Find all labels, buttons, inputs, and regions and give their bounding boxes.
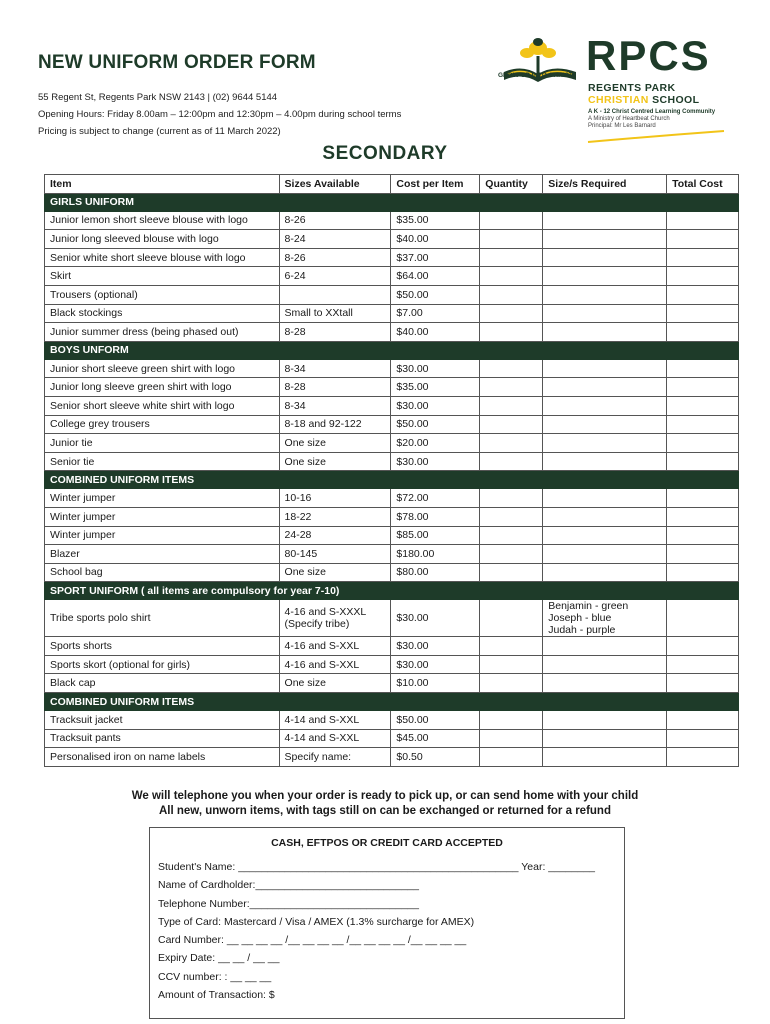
item-name-cell: Winter jumper [45,489,280,508]
cost-cell: $0.50 [391,748,480,767]
total-cost-cell[interactable] [667,748,739,767]
quantity-cell[interactable] [480,396,543,415]
category-label: SPORT UNIFORM ( all items are compulsory for year 7-10) [45,582,739,600]
cost-cell: $80.00 [391,563,480,582]
item-name-cell: Trousers (optional) [45,285,280,304]
cost-cell: $35.00 [391,211,480,230]
sizes-available-cell: One size [279,563,391,582]
category-row [45,693,739,711]
size-required-cell[interactable] [543,285,667,304]
category-row [45,341,739,359]
sizes-available-cell: 8-28 [279,378,391,397]
size-required-cell[interactable] [543,526,667,545]
table-row [45,674,739,693]
sizes-available-cell: Small to XXtall [279,304,391,323]
col-header-total: Total Cost [667,175,739,194]
sizes-available-cell: 18-22 [279,507,391,526]
item-name-cell: Black stockings [45,304,280,323]
opening-hours: Opening Hours: Friday 8.00am – 12:00pm and 12:30pm – 4.00pm during school terms [38,109,402,120]
sizes-available-cell: 10-16 [279,489,391,508]
logo-school-line1: REGENTS PARK [588,82,676,94]
item-name-cell: Blazer [45,545,280,564]
table-row [45,729,739,748]
quantity-cell[interactable] [480,600,543,637]
logo-christian: CHRISTIAN [588,94,649,106]
item-name-cell: Tribe sports polo shirt [45,600,280,637]
item-name-cell: Black cap [45,674,280,693]
payment-box [149,827,625,1019]
total-cost-cell[interactable] [667,230,739,249]
total-cost-cell[interactable] [667,415,739,434]
table-row [45,359,739,378]
total-cost-cell[interactable] [667,304,739,323]
cost-cell: $30.00 [391,600,480,637]
total-cost-cell[interactable] [667,507,739,526]
table-row [45,452,739,471]
total-cost-cell[interactable] [667,729,739,748]
cost-cell: $50.00 [391,285,480,304]
sizes-available-cell: One size [279,452,391,471]
table-row [45,248,739,267]
section-title: SECONDARY [322,143,448,164]
quantity-cell[interactable] [480,563,543,582]
item-name-cell: College grey trousers [45,415,280,434]
order-table [44,174,739,767]
table-row [45,748,739,767]
size-required-cell[interactable] [543,637,667,656]
size-required-cell[interactable] [543,267,667,286]
payment-field[interactable]: Card Number: __ __ __ __ /__ __ __ __ /__ __ __ __ /__ __ __ __ [158,934,467,947]
size-required-cell[interactable] [543,563,667,582]
item-name-cell: Winter jumper [45,526,280,545]
payment-field[interactable]: Amount of Transaction: $ [158,989,275,1002]
sizes-available-cell: 6-24 [279,267,391,286]
quantity-cell[interactable] [480,637,543,656]
table-row [45,711,739,730]
total-cost-cell[interactable] [667,378,739,397]
cost-cell: $30.00 [391,359,480,378]
order-notes [0,789,770,819]
logo-school-line2 [588,94,699,106]
cost-cell: $37.00 [391,248,480,267]
table-row [45,563,739,582]
category-label: COMBINED UNIFORM ITEMS [45,471,739,489]
table-row [45,415,739,434]
size-required-cell[interactable] [543,655,667,674]
total-cost-cell[interactable] [667,434,739,453]
quantity-cell[interactable] [480,230,543,249]
total-cost-cell[interactable] [667,655,739,674]
pricing-note: Pricing is subject to change (current as of 11 March 2022) [38,126,281,137]
sizes-available-cell: 4-16 and S-XXL [279,637,391,656]
payment-field[interactable]: CCV number: : __ __ __ [158,970,272,983]
logo-school: SCHOOL [652,94,700,106]
logo-wordmark-text: RPCS [586,32,711,79]
cost-cell: $40.00 [391,230,480,249]
quantity-cell[interactable] [480,415,543,434]
item-name-cell: Skirt [45,267,280,286]
cost-cell: $180.00 [391,545,480,564]
quantity-cell[interactable] [480,434,543,453]
size-required-cell[interactable] [543,434,667,453]
col-header-quantity: Quantity [480,175,543,194]
total-cost-cell[interactable] [667,211,739,230]
table-row [45,600,739,637]
total-cost-cell[interactable] [667,489,739,508]
quantity-cell[interactable] [480,674,543,693]
size-required-cell[interactable] [543,452,667,471]
total-cost-cell[interactable] [667,323,739,342]
table-header-row [45,175,739,194]
item-name-cell: Personalised iron on name labels [45,748,280,767]
table-row [45,267,739,286]
logo-swoosh-icon [586,130,726,144]
sizes-available-cell: 4-16 and S-XXXL (Specify tribe) [279,600,391,637]
sizes-available-cell: 8-18 and 92-122 [279,415,391,434]
sizes-available-cell: One size [279,434,391,453]
school-address: 55 Regent St, Regents Park NSW 2143 | (02) 9644 5144 [38,92,278,103]
payment-field[interactable]: Student's Name: ________________________________________________ Year: ________ [158,861,596,873]
table-row [45,637,739,656]
table-row [45,434,739,453]
logo-ministry: A Ministry of Heartbeat Church [588,116,670,122]
cost-cell: $30.00 [391,396,480,415]
sizes-available-cell: 24-28 [279,526,391,545]
category-label: GIRLS UNIFORM [45,193,739,211]
quantity-cell[interactable] [480,267,543,286]
payment-field[interactable]: Telephone Number:_____________________________ [158,897,419,910]
logo-wordmark [586,32,711,80]
col-header-sizes-required: Size/s Required [543,175,667,194]
size-required-cell[interactable]: Benjamin - green Joseph - blue Judah - purple [543,600,667,637]
quantity-cell[interactable] [480,359,543,378]
total-cost-cell[interactable] [667,545,739,564]
quantity-cell[interactable] [480,285,543,304]
sizes-available-cell: 4-14 and S-XXL [279,729,391,748]
quantity-cell[interactable] [480,211,543,230]
cost-cell: $50.00 [391,711,480,730]
quantity-cell[interactable] [480,452,543,471]
category-row [45,193,739,211]
sizes-available-cell: 4-14 and S-XXL [279,711,391,730]
sizes-available-cell [279,285,391,304]
size-required-cell[interactable] [543,748,667,767]
logo-tagline: A K - 12 Christ Centred Learning Community [588,109,716,115]
total-cost-cell[interactable] [667,452,739,471]
item-name-cell: Junior short sleeve green shirt with logo [45,359,280,378]
table-row [45,323,739,342]
size-required-cell[interactable] [543,545,667,564]
size-required-cell[interactable] [543,359,667,378]
cost-cell: $45.00 [391,729,480,748]
total-cost-cell[interactable] [667,711,739,730]
cost-cell: $78.00 [391,507,480,526]
payment-field[interactable]: Expiry Date: __ __ / __ __ [158,952,280,965]
table-row [45,378,739,397]
cost-cell: $50.00 [391,415,480,434]
cost-cell: $7.00 [391,304,480,323]
total-cost-cell[interactable] [667,285,739,304]
quantity-cell[interactable] [480,545,543,564]
note-exchange: All new, unworn items, with tags still on can be exchanged or returned for a refund [159,805,611,817]
table-row [45,230,739,249]
table-row [45,285,739,304]
item-name-cell: School bag [45,563,280,582]
form-title: NEW UNIFORM ORDER FORM [38,52,316,73]
cost-cell: $30.00 [391,452,480,471]
item-name-cell: Winter jumper [45,507,280,526]
item-name-cell: Junior long sleeved blouse with logo [45,230,280,249]
sizes-available-cell: One size [279,674,391,693]
quantity-cell[interactable] [480,304,543,323]
size-required-cell[interactable] [543,507,667,526]
size-required-cell[interactable] [543,415,667,434]
total-cost-cell[interactable] [667,267,739,286]
quantity-cell[interactable] [480,248,543,267]
payment-title: CASH, EFTPOS OR CREDIT CARD ACCEPTED [271,837,503,849]
quantity-cell[interactable] [480,323,543,342]
col-header-sizes: Sizes Available [279,175,391,194]
size-required-cell[interactable] [543,729,667,748]
cost-cell: $72.00 [391,489,480,508]
sizes-available-cell: 8-24 [279,230,391,249]
category-row [45,582,739,600]
school-logo [498,32,738,150]
cost-cell: $64.00 [391,267,480,286]
total-cost-cell[interactable] [667,359,739,378]
col-header-cost: Cost per Item [391,175,480,194]
total-cost-cell[interactable] [667,563,739,582]
quantity-cell[interactable] [480,526,543,545]
sizes-available-cell: 80-145 [279,545,391,564]
size-required-cell[interactable] [543,304,667,323]
size-required-cell[interactable] [543,323,667,342]
total-cost-cell[interactable] [667,526,739,545]
total-cost-cell[interactable] [667,674,739,693]
size-required-cell[interactable] [543,489,667,508]
quantity-cell[interactable] [480,748,543,767]
item-name-cell: Junior long sleeve green shirt with logo [45,378,280,397]
note-telephone: We will telephone you when your order is ready to pick up, or can send home with your child [131,790,639,802]
cost-cell: $85.00 [391,526,480,545]
col-header-item: Item [45,175,280,194]
table-row [45,489,739,508]
quantity-cell[interactable] [480,655,543,674]
size-required-cell[interactable] [543,396,667,415]
item-name-cell: Sports skort (optional for girls) [45,655,280,674]
quantity-cell[interactable] [480,711,543,730]
sizes-available-cell: 4-16 and S-XXL [279,655,391,674]
cost-cell: $40.00 [391,323,480,342]
category-row [45,471,739,489]
sizes-available-cell: 8-26 [279,248,391,267]
school-motto: GROW UP INTO CHRIST [498,72,573,79]
quantity-cell[interactable] [480,378,543,397]
total-cost-cell[interactable] [667,600,739,637]
item-name-cell: Tracksuit jacket [45,711,280,730]
size-required-cell[interactable] [543,230,667,249]
size-required-cell[interactable] [543,248,667,267]
category-label: COMBINED UNIFORM ITEMS [45,693,739,711]
item-name-cell: Junior summer dress (being phased out) [45,323,280,342]
cost-cell: $35.00 [391,378,480,397]
sizes-available-cell: 8-34 [279,396,391,415]
size-required-cell[interactable] [543,211,667,230]
sizes-available-cell: Specify name: [279,748,391,767]
item-name-cell: Junior lemon short sleeve blouse with logo [45,211,280,230]
table-row [45,304,739,323]
quantity-cell[interactable] [480,729,543,748]
cost-cell: $10.00 [391,674,480,693]
total-cost-cell[interactable] [667,248,739,267]
size-required-cell[interactable] [543,674,667,693]
item-name-cell: Senior short sleeve white shirt with logo [45,396,280,415]
logo-principal: Principal: Mr Les Barnard [588,123,656,129]
size-required-cell[interactable] [543,378,667,397]
sizes-available-cell: 8-28 [279,323,391,342]
table-row [45,211,739,230]
item-name-cell: Junior tie [45,434,280,453]
category-label: BOYS UNFORM [45,341,739,359]
quantity-cell[interactable] [480,489,543,508]
size-required-cell[interactable] [543,711,667,730]
item-name-cell: Tracksuit pants [45,729,280,748]
item-name-cell: Sports shorts [45,637,280,656]
table-row [45,545,739,564]
payment-field[interactable]: Name of Cardholder:____________________________ [158,879,419,892]
item-name-cell: Senior white short sleeve blouse with logo [45,248,280,267]
table-row [45,507,739,526]
table-row [45,526,739,545]
sizes-available-cell: 8-26 [279,211,391,230]
quantity-cell[interactable] [480,507,543,526]
table-row [45,655,739,674]
cost-cell: $30.00 [391,655,480,674]
payment-field[interactable]: Type of Card: Mastercard / Visa / AMEX (1.3% surcharge for AMEX) [158,915,475,928]
item-name-cell: Senior tie [45,452,280,471]
bible-tree-emblem-icon [498,34,582,98]
total-cost-cell[interactable] [667,637,739,656]
total-cost-cell[interactable] [667,396,739,415]
table-row [45,396,739,415]
sizes-available-cell: 8-34 [279,359,391,378]
cost-cell: $30.00 [391,637,480,656]
cost-cell: $20.00 [391,434,480,453]
